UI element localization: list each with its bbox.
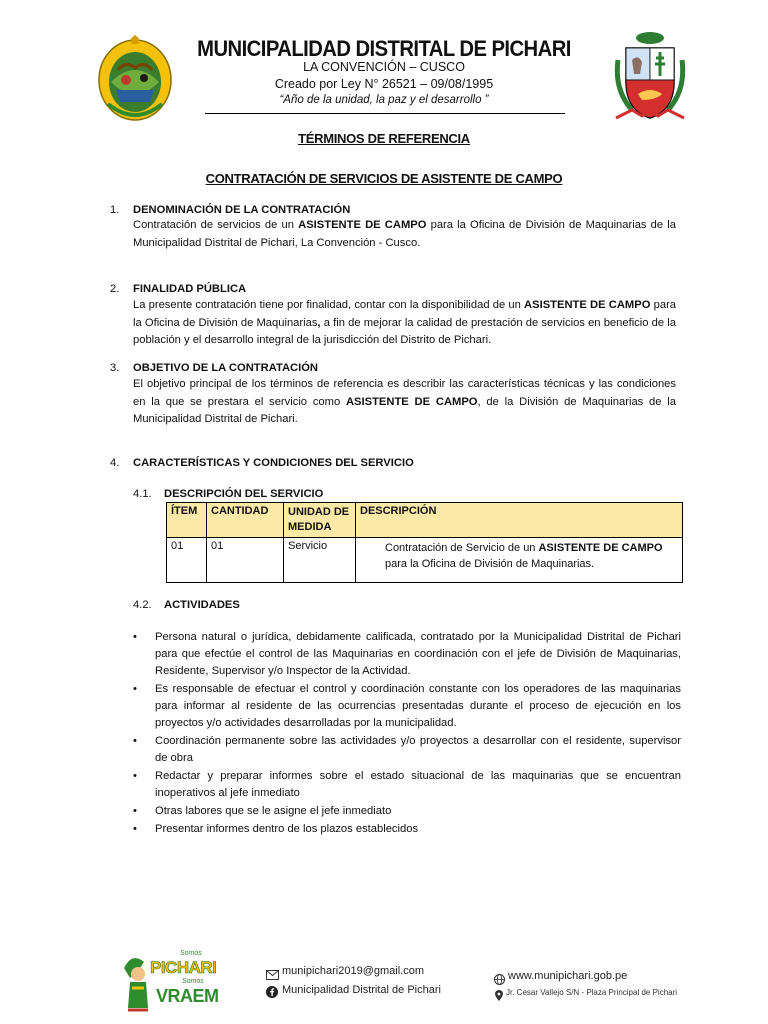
header-divider [205, 113, 565, 114]
table-header-row [167, 503, 683, 538]
cell-item: 01 [167, 538, 207, 583]
subsection-number: 4.2. [133, 599, 152, 611]
subsection-title: ACTIVIDADES [164, 599, 240, 611]
cell-description: Contratación de Servicio de un ASISTENTE DE CAMPO para la Oficina de División de Maquinarias. [356, 538, 683, 583]
col-qty-header: CANTIDAD [207, 503, 284, 538]
section-paragraph: Contratación de servicios de un ASISTENTE DE CAMPO para la Oficina de División de Maquinarias de la Municipalidad Distrital de Pichari, La Convención - Cusco. [133, 219, 677, 249]
subsection-number: 4.1. [133, 488, 152, 500]
activities-list [133, 629, 681, 839]
section-number: 2. [110, 283, 120, 295]
pichari-vraem-logo [118, 948, 228, 1016]
cell-qty: 01 [207, 538, 284, 583]
location-pin-icon [495, 988, 503, 1006]
creation-law: Creado por Ley N° 26521 – 09/08/1995 [274, 77, 494, 91]
facebook-icon [266, 985, 278, 1003]
logo-main-text: PICHARI [150, 958, 217, 977]
cell-unit: Servicio [284, 538, 356, 583]
list-item: • Redactar y preparar informes sobre el estado situacional de las maquinarias que se encuentran inoperativos al jefe inmediato [133, 768, 681, 802]
footer-email [266, 965, 466, 981]
web-text: www.munipichari.gob.pe [508, 970, 628, 982]
section-title: DENOMINACIÓN DE LA CONTRATACIÓN [133, 204, 351, 216]
service-table [166, 502, 683, 583]
list-item: • Presentar informes dentro de los plazos establecidos [133, 821, 681, 838]
footer-web [494, 970, 674, 986]
list-item: • Persona natural o jurídica, debidamente calificada, contratado por la Municipalidad Distrital de Pichari para que efectúe el control de las Maquinarias en coordinación con el jefe de División de Maquinarias, Residente, Supervisor y/o Inspector de la Actividad. [133, 629, 681, 680]
section-number: 4. [110, 457, 120, 469]
col-item-header: ÍTEM [167, 503, 207, 538]
footer-address [494, 987, 684, 1001]
section-title: CARACTERÍSTICAS Y CONDICIONES DEL SERVICIO [133, 457, 414, 469]
facebook-text: Municipalidad Distrital de Pichari [282, 984, 441, 996]
list-item: • Coordinación permanente sobre las actividades y/o proyectos a desarrollar con el residente, supervisor de obra [133, 733, 681, 767]
table-row [167, 538, 683, 583]
section-title: OBJETIVO DE LA CONTRATACIÓN [133, 362, 319, 374]
motto: “Año de la unidad, la paz y el desarrollo ” [279, 94, 489, 106]
municipality-title: MUNICIPALIDAD DISTRITAL DE PICHARI [197, 36, 571, 61]
logo-bottom-text: VRAEM [156, 986, 219, 1006]
address-text: Jr. Cesar Vallejo S/N - Plaza Principal de Pichari [506, 988, 678, 997]
list-item: • Es responsable de efectuar el control y coordinación constante con los operadores de las maquinarias para informar al residente de las ocurrencias presentadas durante el proceso de ejecución en los proyectos y/o actividades desarrolladas por la municipalidad. [133, 681, 681, 732]
section-paragraph: El objetivo principal de los términos de referencia es describir las características técnicas y las condiciones en la que se prestara el servicio como ASISTENTE DE CAMPO, de la División de Maquinarias de la Municipalidad Distrital de Pichari. [133, 378, 676, 425]
list-item: • Otras labores que se le asigne el jefe inmediato [133, 803, 681, 820]
document-subtitle: CONTRATACIÓN DE SERVICIOS DE ASISTENTE DE CAMPO [205, 171, 563, 186]
logo-mid-text: Somos [182, 978, 204, 985]
logo-top-text: Somos [180, 950, 202, 957]
document-title: TÉRMINOS DE REFERENCIA [298, 131, 470, 146]
section-number: 1. [110, 204, 120, 216]
section-number: 3. [110, 362, 120, 374]
col-desc-header: DESCRIPCIÓN [356, 503, 683, 538]
col-unit-header: UNIDAD DE MEDIDA [284, 503, 356, 538]
section-title: FINALIDAD PÚBLICA [133, 283, 247, 295]
email-text: munipichari2019@gmail.com [282, 965, 425, 977]
section-paragraph: La presente contratación tiene por finalidad, contar con la disponibilidad de un ASISTENTE DE CAMPO para la Oficina de División de Maquinarias, a fin de mejorar la calidad de prestación de servicios en beneficio de la población y el desarrollo integral de la jurisdicción del Distrito de Pichari. [133, 299, 677, 346]
footer-facebook [266, 984, 466, 1000]
subsection-title: DESCRIPCIÓN DEL SERVICIO [164, 488, 324, 500]
province-line: LA CONVENCIÓN – CUSCO [303, 60, 465, 74]
email-icon [266, 967, 279, 985]
